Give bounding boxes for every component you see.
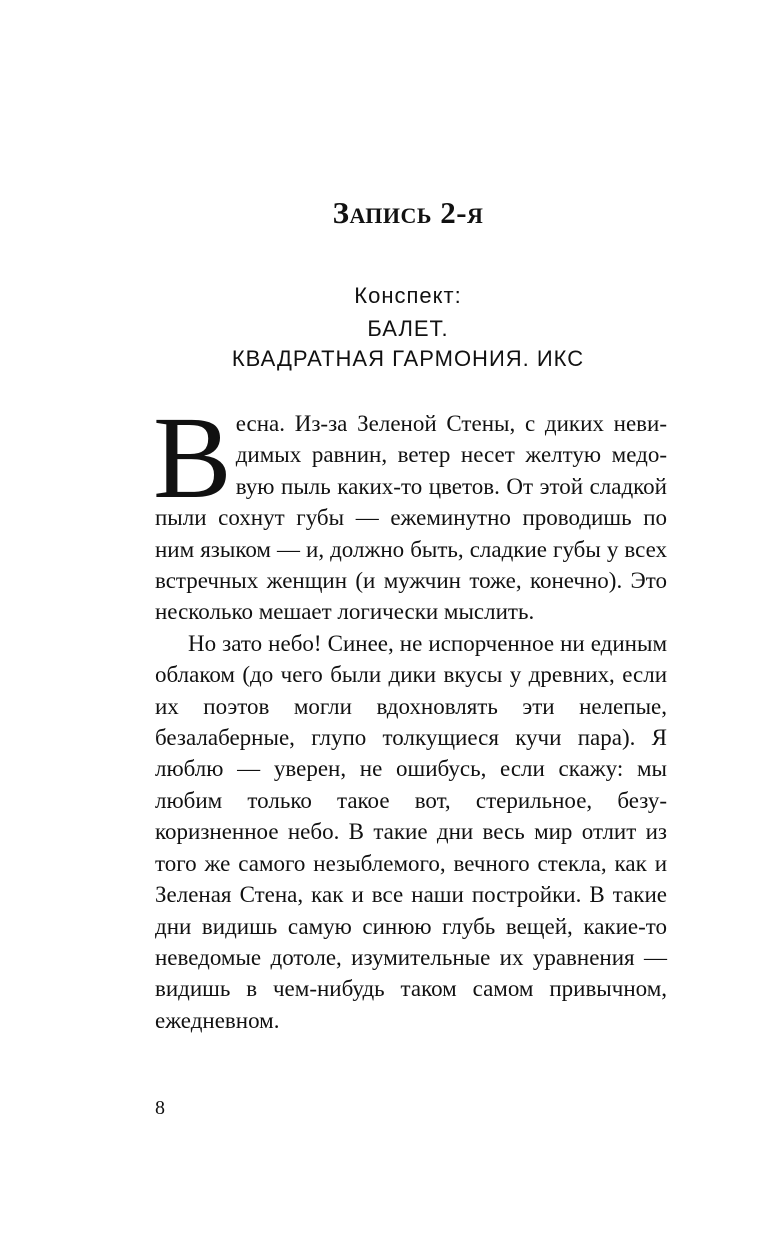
paragraph-2: Но зато небо! Синее, не испорченное ни единым облаком (до чего были дики вкусы у древних, если их поэтов могли вдохновлять эти нелепые, безалаберные, глупо толкущиеся кучи пара). Я люблю — уверен, не ошибусь, если скажу: мы любим только такое вот, стерильное, безукоризненное небо. В такие дни весь мир отлит из того же самого незыблемого, вечного стекла, как и Зеленая Стена, как и все наши постройки. В такие дни видишь самую синюю глубь вещей, какие-то неведомые дотоле, изумительные их уравнения — видишь в чем-нибудь таком самом привычном, ежедневном. xyxy=(155,630,667,1033)
drop-cap: В xyxy=(153,392,232,523)
summary-label: Конспект: xyxy=(354,283,462,308)
chapter-body xyxy=(153,392,667,1036)
summary-line-1: БАЛЕТ. xyxy=(367,316,449,341)
chapter-title-text: Запись 2-я xyxy=(332,195,484,230)
paragraph-1-text: есна. Из-за Зеленой Стены, с диких невидимых равнин, ветер несет желтую медовую пыль каких-то цветов. От этой сладкой пыли сохнут губы — ежеминутно проводишь по ним языком — и, должно быть, сладкие губы у всех встречных женщин (и мужчин тоже, конечно). Это несколько мешает логически мыслить. xyxy=(155,411,667,625)
page-number: 8 xyxy=(155,1097,165,1119)
summary-line-2: КВАДРАТНАЯ ГАРМОНИЯ. ИКС xyxy=(231,346,585,371)
paragraph-1 xyxy=(153,392,667,628)
chapter-title xyxy=(0,195,768,231)
